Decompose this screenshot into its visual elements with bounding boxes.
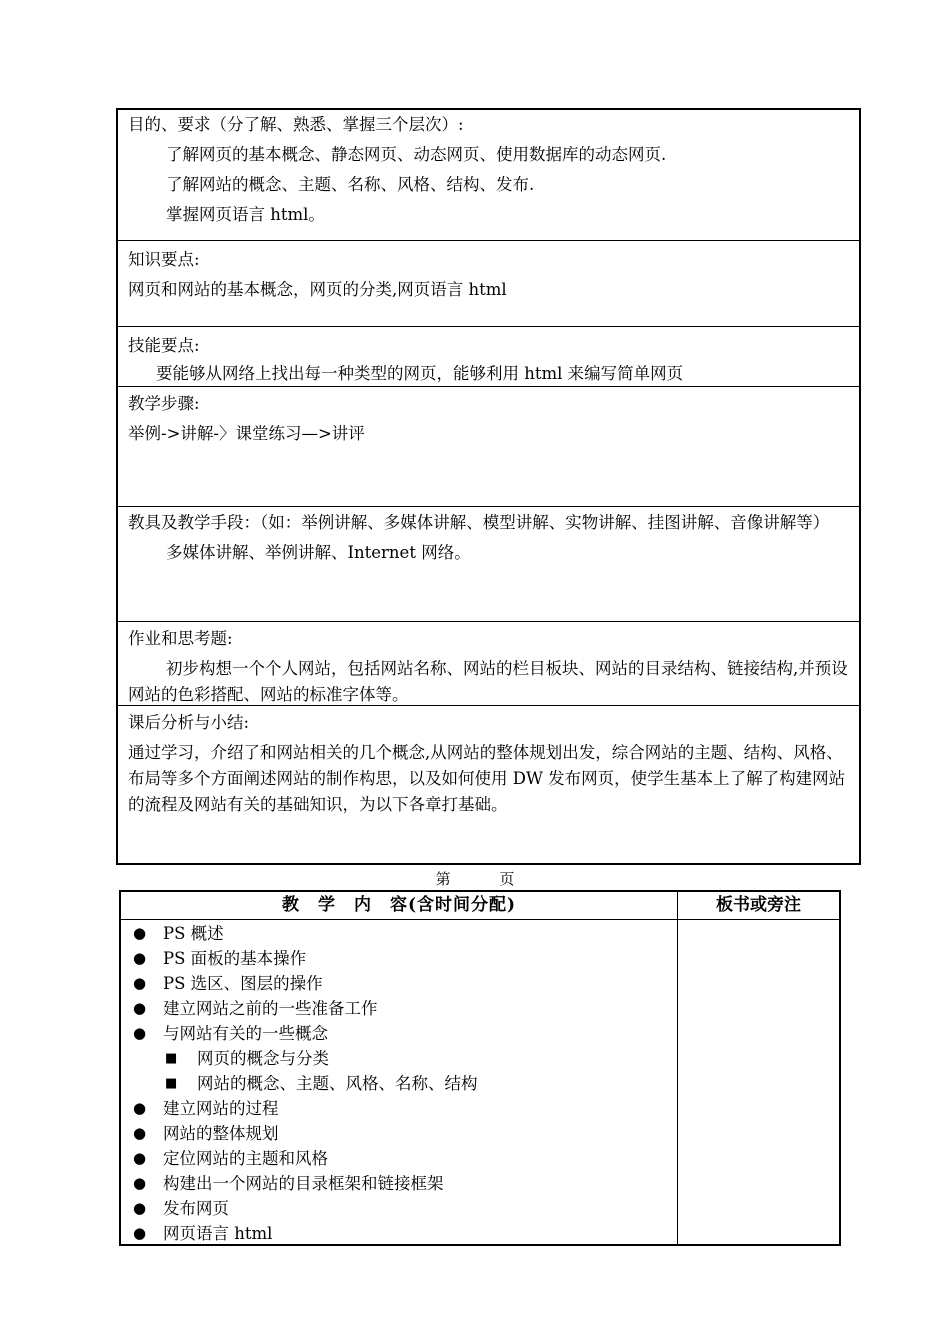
steps-section bbox=[118, 387, 859, 507]
sub-list-item bbox=[121, 1046, 677, 1071]
round-bullet-icon: ● bbox=[133, 1174, 147, 1192]
list-item-text: 建立网站之前的一些准备工作 bbox=[163, 999, 378, 1018]
list-item bbox=[121, 1021, 677, 1046]
list-item-text: 定位网站的主题和风格 bbox=[163, 1149, 328, 1168]
list-item bbox=[121, 971, 677, 996]
sub-list-item bbox=[121, 1071, 677, 1096]
round-bullet-icon: ● bbox=[133, 1024, 147, 1042]
knowledge-line: 网页和网站的基本概念，网页的分类,网页语言 html bbox=[128, 280, 507, 299]
homework-title: 作业和思考题: bbox=[128, 629, 233, 648]
round-bullet-icon: ● bbox=[133, 1124, 147, 1142]
footer-label-left: 第 bbox=[435, 870, 451, 888]
list-item bbox=[121, 1171, 677, 1196]
header-notes: 板书或旁注 bbox=[716, 895, 801, 915]
summary-section bbox=[118, 706, 859, 863]
summary-line: 通过学习，介绍了和网站相关的几个概念,从网站的整体规划出发，综合网站的主题、结构、风格、布局等多个方面阐述网站的制作构思，以及如何使用 DW 发布网页，使学生基本上了解了构建网站的流程及网站有关的基础知识，为以下各章打基础。 bbox=[128, 743, 846, 814]
round-bullet-icon: ● bbox=[133, 1099, 147, 1117]
header-content: 教 学 内 容(含时间分配) bbox=[121, 892, 678, 919]
skills-line: 要能够从网络上找出每一种类型的网页，能够利用 html 来编写简单网页 bbox=[156, 364, 684, 383]
round-bullet-icon: ● bbox=[133, 924, 147, 942]
knowledge-title: 知识要点: bbox=[128, 250, 200, 269]
objectives-line-2: 了解网站的概念、主题、名称、风格、结构、发布. bbox=[166, 175, 535, 194]
lesson-plan-table bbox=[116, 108, 861, 865]
list-item-text: 网页的概念与分类 bbox=[197, 1049, 329, 1068]
content-items-cell bbox=[121, 920, 678, 1244]
list-item bbox=[121, 946, 677, 971]
knowledge-section bbox=[118, 241, 859, 327]
round-bullet-icon: ● bbox=[133, 949, 147, 967]
list-item-text: 网站的概念、主题、风格、名称、结构 bbox=[197, 1074, 478, 1093]
list-item-text: PS 选区、图层的操作 bbox=[163, 974, 323, 993]
skills-title: 技能要点: bbox=[128, 336, 200, 355]
list-item-text: 发布网页 bbox=[163, 1199, 229, 1218]
objectives-title: 目的、要求（分了解、熟悉、掌握三个层次）: bbox=[128, 115, 464, 134]
round-bullet-icon: ● bbox=[133, 974, 147, 992]
steps-line: 举例->讲解-〉课堂练习—>讲评 bbox=[128, 424, 365, 443]
list-item bbox=[121, 1221, 677, 1246]
objectives-line-3: 掌握网页语言 html。 bbox=[166, 205, 325, 224]
list-item-text: 网站的整体规划 bbox=[163, 1124, 279, 1143]
tools-line: 多媒体讲解、举例讲解、Internet 网络。 bbox=[166, 543, 471, 562]
round-bullet-icon: ● bbox=[133, 1224, 147, 1242]
round-bullet-icon: ● bbox=[133, 1149, 147, 1167]
summary-title: 课后分析与小结: bbox=[128, 713, 250, 732]
round-bullet-icon: ● bbox=[133, 1199, 147, 1217]
list-item bbox=[121, 1196, 677, 1221]
homework-line: 初步构想一个个人网站，包括网站名称、网站的栏目板块、网站的目录结构、链接结构,并预设网站的色彩搭配、网站的标准字体等。 bbox=[128, 659, 848, 704]
list-item bbox=[121, 1121, 677, 1146]
list-item bbox=[121, 1146, 677, 1171]
list-item-text: 与网站有关的一些概念 bbox=[163, 1024, 328, 1043]
content-table bbox=[119, 890, 841, 1246]
list-item bbox=[121, 921, 677, 946]
content-table-header bbox=[121, 892, 839, 920]
page-footer bbox=[0, 868, 950, 889]
list-item-text: 建立网站的过程 bbox=[163, 1099, 279, 1118]
homework-section bbox=[118, 622, 859, 706]
round-bullet-icon: ● bbox=[133, 999, 147, 1017]
tools-title: 教具及教学手段：（如：举例讲解、多媒体讲解、模型讲解、实物讲解、挂图讲解、音像讲解等） bbox=[128, 513, 830, 532]
list-item-text: PS 概述 bbox=[163, 924, 224, 943]
square-bullet-icon: ■ bbox=[165, 1076, 178, 1091]
skills-section bbox=[118, 327, 859, 387]
steps-title: 教学步骤: bbox=[128, 394, 200, 413]
list-item-text: 构建出一个网站的目录框架和链接框架 bbox=[163, 1174, 444, 1193]
list-item-text: PS 面板的基本操作 bbox=[163, 949, 307, 968]
objectives-line-1: 了解网页的基本概念、静态网页、动态网页、使用数据库的动态网页. bbox=[166, 145, 667, 164]
objectives-section bbox=[118, 110, 859, 241]
notes-cell bbox=[678, 920, 839, 1244]
list-item bbox=[121, 1096, 677, 1121]
list-item bbox=[121, 996, 677, 1021]
footer-label-right: 页 bbox=[499, 870, 515, 888]
square-bullet-icon: ■ bbox=[165, 1051, 178, 1066]
tools-section bbox=[118, 507, 859, 622]
list-item-text: 网页语言 html bbox=[163, 1224, 273, 1243]
